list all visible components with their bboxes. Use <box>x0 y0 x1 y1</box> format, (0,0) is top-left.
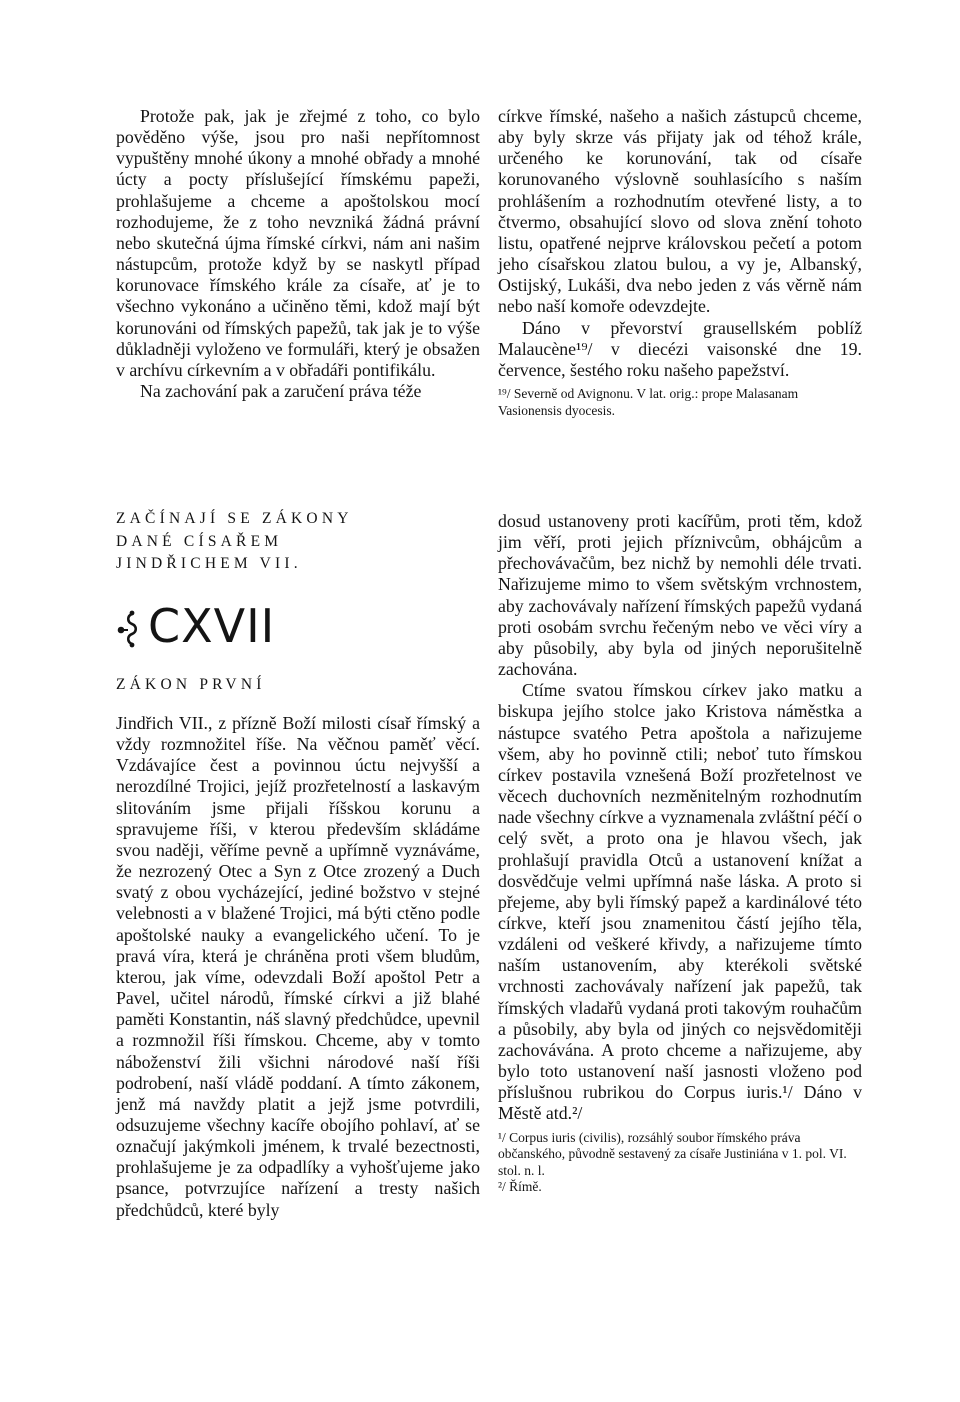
chapter-heading <box>116 508 480 696</box>
footnote: ¹/ Corpus iuris (civilis), rozsáhlý soubor římského práva občanského, původně sestavený za císaře Justiniána v 1. pol. VI. stol. n. l. <box>498 1129 847 1178</box>
bottom-right-column <box>498 511 862 1196</box>
paragraph: dosud ustanoveny proti kacířům, proti těm, kdož jim věří, proti jejich příznivcům, obhájcům a přechovávačům, bez nichž by nemohli déle trvati. Nařizujeme mimo to všem světským vrchnostem, aby zachovávaly nařízení římských papežů vydaná proti osobám svrchu řečeným nebo ve věci víry a aby působily, aby byla od jiných neporušitelně zachována. <box>498 511 862 680</box>
section-heading-line: JINDŘICHEM VII. <box>116 555 302 572</box>
section-heading-line: DANÉ CÍSAŘEM <box>116 532 283 550</box>
chapter-number-row <box>116 596 480 674</box>
footnotes <box>498 1130 862 1196</box>
paragraph: Ctíme svatou římskou církev jako matku a biskupa jejího stolce jako Kristova náměstka a nástupce svatého Petra apoštola a nařizujeme všem, aby ho povinně ctili; neboť tuto římskou církev postavila vznešená Boží prozřetelnost ve věcech duchovních nezměnitelným rozhodnutím nade všechny církve a vyznamenala zvláštní péčí o celý svět, a proto ona je hlavou všech, jak prohlašují pravidla Otců a ustanovení knížat a dosvědčuje velmi upřímná naše láska. A proto si přejeme, aby byli římský papež a kardinálové této církve, kteří jsou znamenitou částí jejího těla, vzdáleni od veškeré křivdy, a nařizujeme tímto naším ustanovením, aby kterékoli světské vrchnosti zachovávaly nařízení jak papežů, tak římských vladařů vydaná proti takovým rouhačům a působily, aby byla od jiných co nejsvědomitěji zachovávána. A proto chceme a nařizujeme, aby bylo toto ustanovení naší jasnosti vloženo pod příslušnou rubrikou do Corpus iuris.¹/ Dáno v Městě atd.²/ <box>498 680 862 1124</box>
top-left-column <box>116 106 480 402</box>
bottom-left-column <box>116 713 480 1221</box>
chapter-number: CXVII <box>148 598 276 653</box>
paragraph: Jindřich VII., z přízně Boží milosti císař římský a vždy rozmnožitel říše. Na věčnou paměť věcí. Vzdávajíce čest a povinnou úctu nejvyšší a nerozdílné Trojici, jejíž prozřetelností a laskavým slitováním jsme přijali říšskou korunu a spravujeme říši, v kterou především skládáme svou naději, věříme pevně a upřímně vyznáváme, že nezrozený Otec a Syn z Otce zrozený a Duch svatý z obou vycházející, jediné božstvo v stejné velebnosti a v blažené Trojici, má býti ctěno podle apoštolské nauky a evangelického učení. To je pravá víra, která je chráněna proti všem bludům, kterou, jak víme, odevzdali Boží apoštol Petr a Pavel, učitel národů, římské církvi a již blahé paměti Konstantin, náš slavný předchůdce, upevnil a rozmnožil říši římskou. Chceme, aby v tomto náboženství žili všichni národové naší říši podrobení, naší vládě poddaní. A tímto zákonem, jenž má navždy platit a jejž jsme potvrdili, odsuzujeme všechny kacíře obojího pohlaví, ať se označují jakýmkoli jménem, k trvalé bezectnosti, prohlašujeme je za odpadlíky a vyhošťujeme jako psance, potvrzujíce nařízení a tresty našich předchůdců, které byly <box>116 713 480 1220</box>
footnote: ¹⁹/ Severně od Avignonu. V lat. orig.: prope Malasanam Vasionensis dyocesis. <box>498 386 799 418</box>
law-title: ZÁKON PRVNÍ <box>116 675 266 693</box>
paragraph: Protože pak, jak je zřejmé z toho, co bylo pověděno výše, jsou pro naši nepřítomnost vypuštěny mnohé úkony a mnohé obřady a mnohé úcty a pocty příslušející římskému papeži, prohlašujeme a chceme a apoštolskou mocí rozhodujeme, že z toho nevzniká žádná právní nebo skutečná újma římské církvi, nám ani našim nástupcům, protože když by se naskytl případ korunovace římského krále za císaře, ať je to všechno vykonáno a učiněno těmi, kdož mají být korunováni od římských papežů, tak jak je to výše důkladněji vyloženo ve formuláři, který je obsažen v archívu církevním a v obřadáři pontifikálu. <box>116 106 480 380</box>
top-right-column <box>498 106 862 419</box>
paragraph: církve římské, našeho a našich zástupců chceme, aby byly skrze vás přijaty jak od téhož krále, určeného ke korunování, tak od císaře korunovaného výslovně souhlasícího s naším prohlášením a rozhodnutím otevřené listy, a to čtvermo, obsahující slovo od slova znění tohoto listu, opatřené nejprve královskou pečetí a potom jeho císařskou zlatou bulou, a vy je, Albanský, Ostijský, Lukáši, dva nebo jeden z vás věrně nám nebo naší komoře odevzdejte. <box>498 106 862 317</box>
section-heading-line: ZAČÍNAJÍ SE ZÁKONY <box>116 510 353 527</box>
paragraph: Dáno v převorství grausellském poblíž Malaucène¹⁹/ v diecézi vaisonské dne 19. července, šestého roku našeho papežství. <box>498 317 862 380</box>
footnote: ²/ Římě. <box>498 1179 542 1195</box>
fleuron-icon <box>116 608 140 648</box>
paragraph: Na zachování pak a zaručení práva téže <box>140 381 422 402</box>
footnotes <box>498 386 862 419</box>
